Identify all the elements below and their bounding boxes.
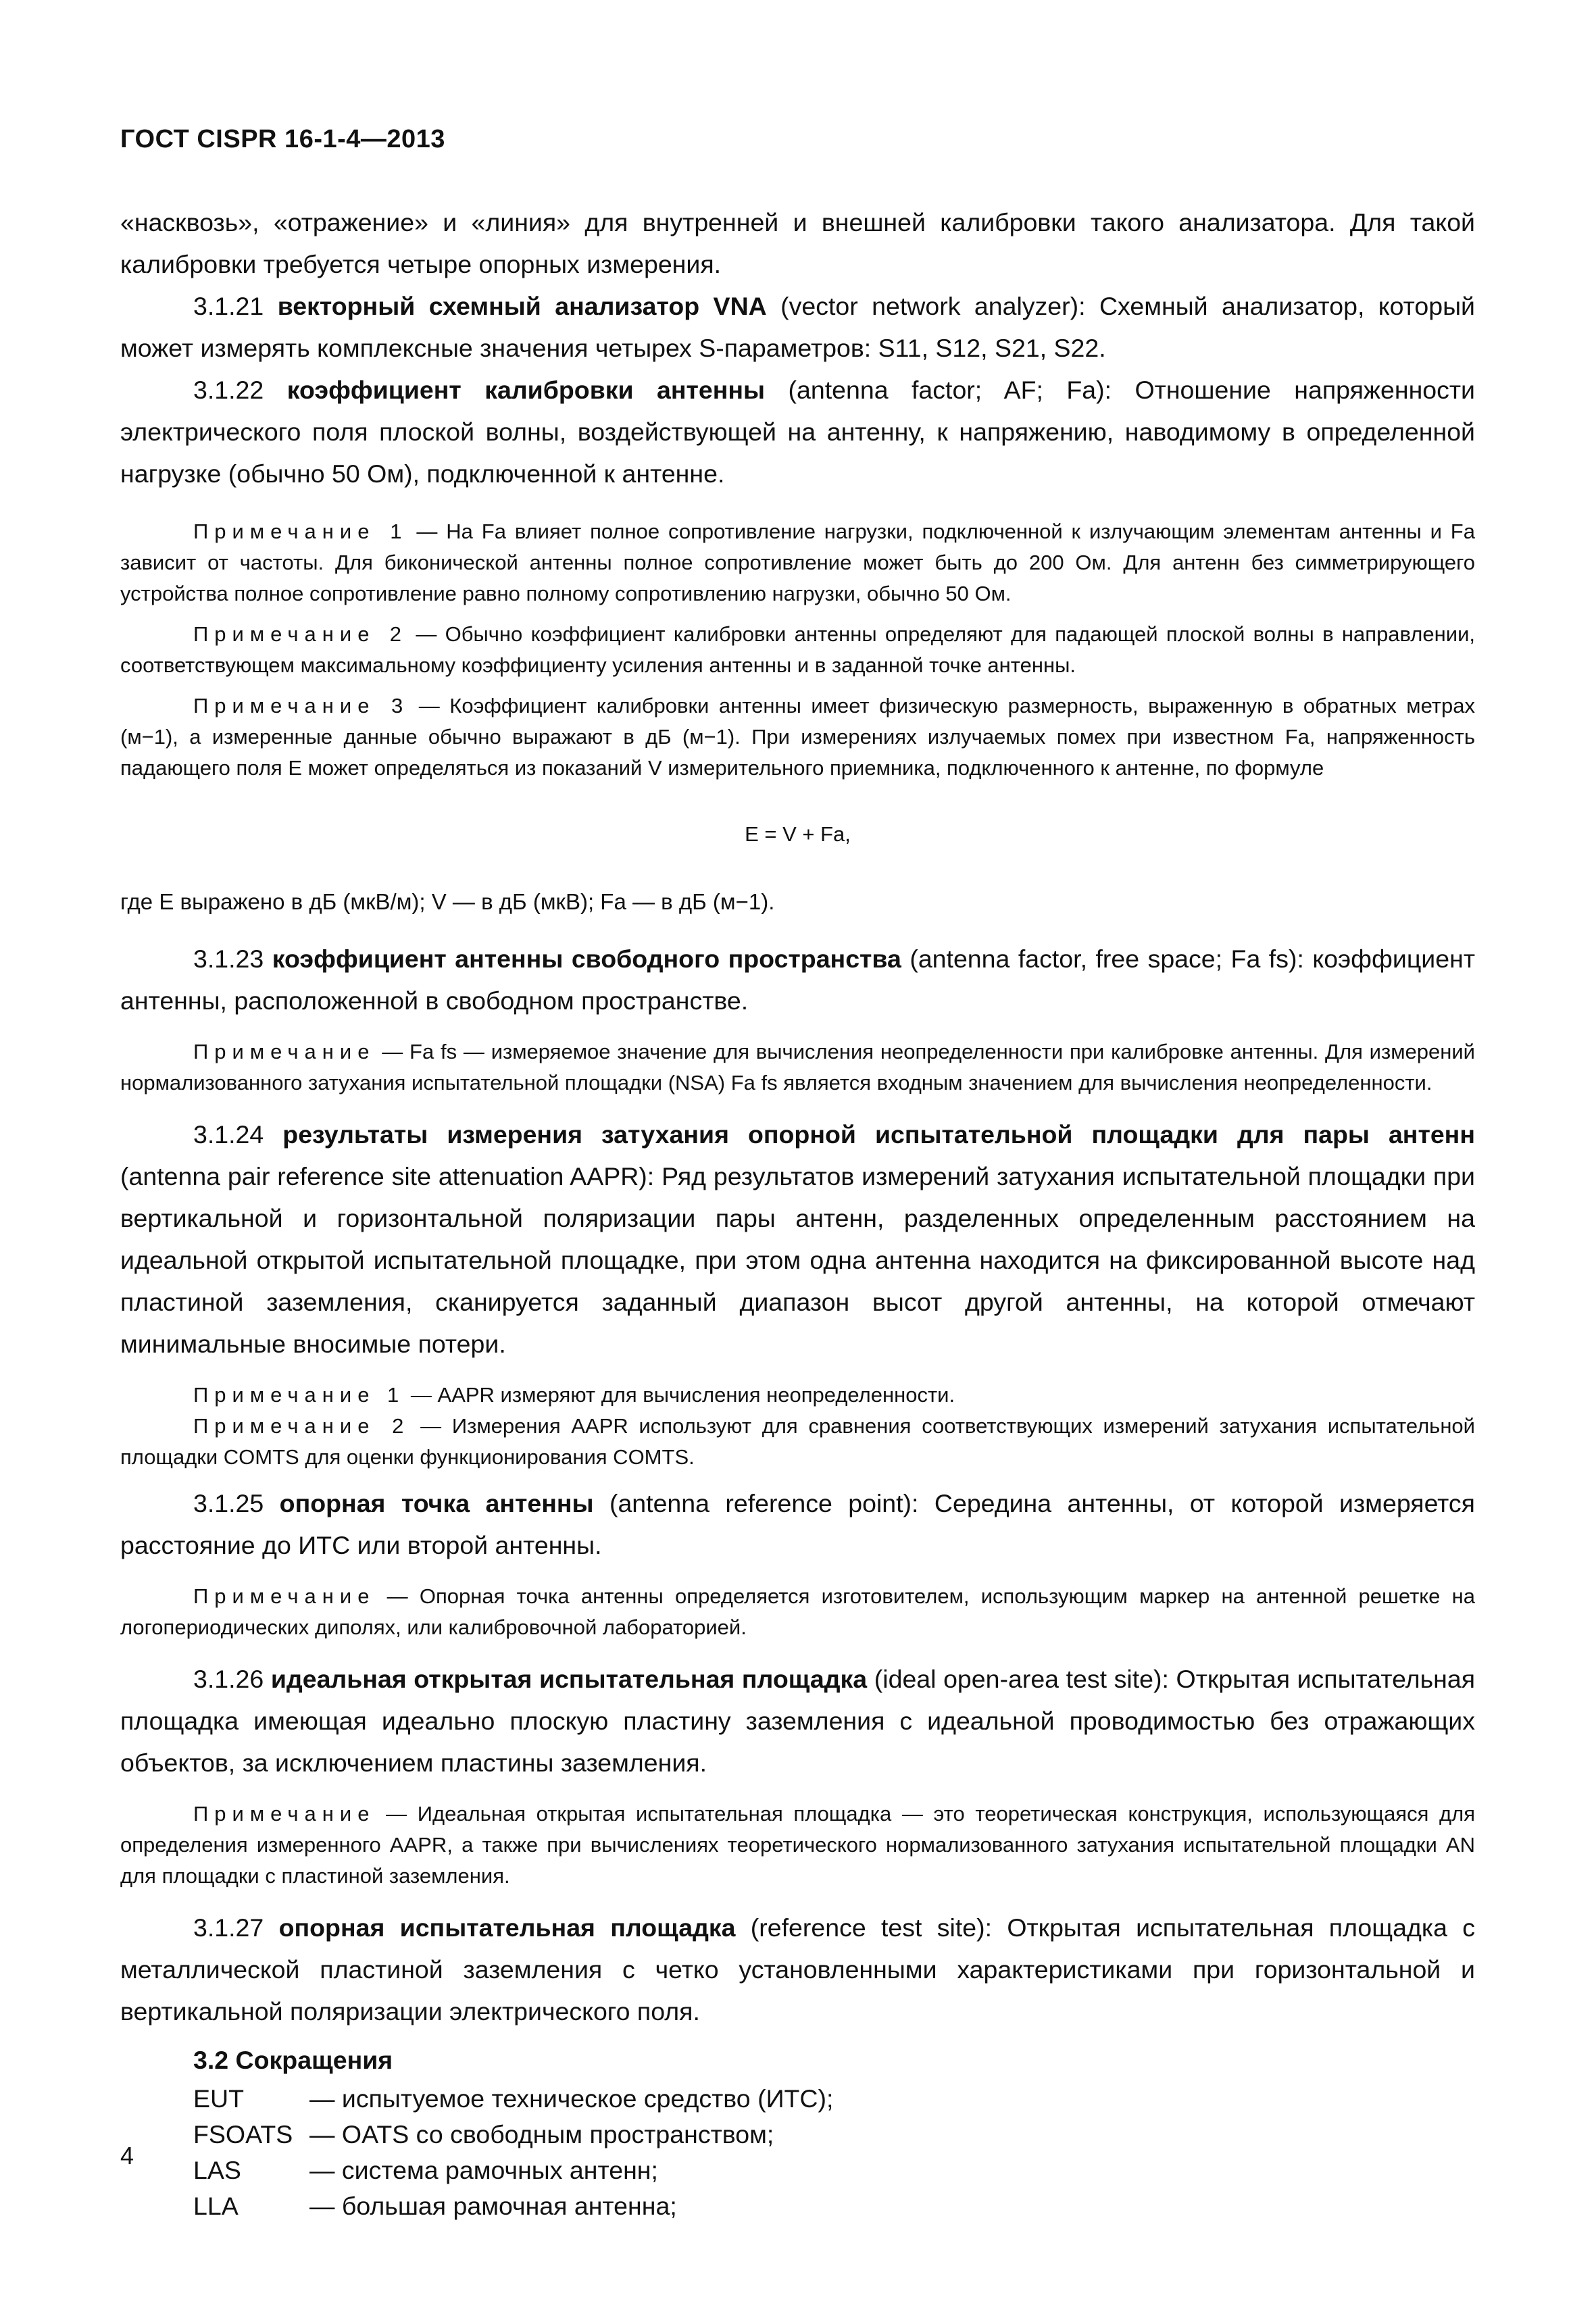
abbreviation-key: LLA — [193, 2192, 239, 2220]
term-name: идеальная открытая испытательная площадка — [270, 1665, 868, 1693]
note-3-1-24-1 — [120, 1380, 1475, 1411]
note-text: — На Fa влияет полное сопротивление нагрузки, подключенной к излучающим элементам антенны и Fa зависит от частоты. Для биконической антенны полное сопротивление может быть до 200 Ом. Для антенн без симметрирующего устройства полное сопротивление равно полному сопротивлению нагрузки, обычно 50 Ом. — [120, 520, 1475, 605]
abbreviation-item — [120, 2117, 1475, 2153]
term-definition: (antenna factor, free space; Fa fs): коэффициент антенны, расположенной в свободном пространстве. — [120, 945, 1475, 1015]
term-definition: (vector network analyzer): Схемный анализатор, который может измерять комплексные значения четырех S-параметров: S11, S12, S21, S22. — [120, 292, 1476, 362]
term-3-1-23 — [120, 938, 1475, 1022]
term-3-1-26 — [120, 1658, 1475, 1784]
note-text: — Fa fs — измеряемое значение для вычисления неопределенности при калибровке антенны. Для измерений нормализованного затухания испытательной площадки (NSA) Fa fs является входным значением для вычисления неопределенности. — [120, 1040, 1475, 1095]
note-text: — Обычно коэффициент калибровки антенны определяют для падающей плоской волны в направлении, соответствующем максимальному коэффициенту усиления антенны и в заданной точке антенны. — [120, 622, 1475, 677]
note-label: Примечание 1 — [193, 1383, 405, 1407]
note-label: Примечание — [193, 1040, 376, 1063]
abbreviation-key: LAS — [193, 2156, 241, 2184]
term-definition: (reference test site): Открытая испытательная площадка с металлической пластиной заземления с четко установленными характеристиками при горизонтальной и вертикальной поляризации электрического поля. — [120, 1913, 1476, 2026]
note-label: Примечание — [193, 1584, 376, 1608]
term-definition: (ideal open-area test site): Открытая испытательная площадка имеющая идеально плоскую пластину заземления с идеальной проводимостью без отражающих объектов, за исключением пластины заземления. — [120, 1665, 1475, 1777]
note-text: — AAPR измеряют для вычисления неопределенности. — [405, 1383, 955, 1407]
term-3-1-24 — [120, 1113, 1475, 1365]
term-name: коэффициент антенны свободного пространства — [272, 945, 901, 973]
abbreviation-item — [120, 2188, 1475, 2224]
note-3-1-24-2 — [120, 1411, 1475, 1473]
note-text: — Измерения AAPR используют для сравнения соответствующих измерений затухания испытательной площадки COMTS для оценки функционирования COMTS. — [120, 1414, 1475, 1469]
abbreviation-key: FSOATS — [193, 2120, 293, 2148]
term-3-1-21 — [120, 285, 1475, 369]
note-label: Примечание 2 — [193, 622, 407, 646]
term-definition: (antenna pair reference site attenuation AAPR): Ряд результатов измерений затухания испытательной площадки при вертикальной и горизонтальной поляризации пары антенн, разделенных определенным расстоянием на идеальной открытой испытательной площадке, при этом одна антенна находится на фиксированной высоте над пластиной заземления, сканируется заданный диапазон высот другой антенны, на которой отмечают минимальные вносимые потери. — [120, 1162, 1475, 1358]
note-3-1-22-2 — [120, 619, 1475, 681]
document-page — [120, 0, 1475, 2314]
term-3-1-25 — [120, 1482, 1475, 1566]
note-label: Примечание 2 — [193, 1414, 410, 1438]
term-definition: (antenna factor; AF; Fa): Отношение напряженности электрического поля плоской волны, воздействующей на антенну, к напряжению, наводимому в определенной нагрузке (обычно 50 Ом), подключенной к антенне. — [120, 376, 1476, 488]
page-number: 4 — [120, 2142, 134, 2169]
term-3-1-22 — [120, 369, 1475, 495]
note-label: Примечание 1 — [193, 520, 408, 543]
term-number: 3.1.23 — [193, 945, 272, 973]
formula-explanation: где E выражено в дБ (мкВ/м); V — в дБ (мкВ); Fa — в дБ (м−1). — [120, 889, 775, 914]
note-label: Примечание — [193, 1802, 376, 1826]
abbreviation-value: — OATS со свободным пространством; — [309, 2120, 774, 2148]
term-number: 3.1.24 — [193, 1120, 283, 1149]
note-text: — Идеальная открытая испытательная площадка — это теоретическая конструкция, использующаяся для определения измеренного AAPR, а также при вычислениях теоретического нормализованного затухания испытательной площадки AN для площадки с пластиной заземления. — [120, 1802, 1475, 1888]
abbreviation-value: — испытуемое техническое средство (ИТС); — [309, 2084, 834, 2113]
term-definition: (antenna reference point): Середина антенны, от которой измеряется расстояние до ИТС или второй антенны. — [120, 1489, 1475, 1559]
note-3-1-23 — [120, 1036, 1475, 1099]
term-number: 3.1.22 — [193, 376, 287, 404]
term-name: векторный схемный анализатор VNA — [277, 292, 767, 320]
term-3-1-27 — [120, 1907, 1475, 2032]
abbreviation-value: — система рамочных антенн; — [309, 2156, 658, 2184]
term-number: 3.1.25 — [193, 1489, 280, 1517]
abbreviation-key: EUT — [193, 2084, 244, 2113]
formula: E = V + Fa, — [745, 822, 851, 846]
term-name: опорная испытательная площадка — [278, 1913, 736, 1942]
term-name: результаты измерения затухания опорной испытательной площадки для пары антенн — [282, 1120, 1475, 1149]
paragraph-continuation: «насквозь», «отражение» и «линия» для внутренней и внешней калибровки такого анализатора. Для такой калибровки требуется четыре опорных измерения. — [120, 208, 1475, 278]
document-body — [120, 201, 1475, 2224]
term-name: опорная точка антенны — [279, 1489, 594, 1517]
abbreviation-item — [120, 2081, 1475, 2117]
note-3-1-26 — [120, 1799, 1475, 1892]
term-number: 3.1.26 — [193, 1665, 271, 1693]
term-number: 3.1.21 — [193, 292, 278, 320]
note-text: — Коэффициент калибровки антенны имеет физическую размерность, выраженную в обратных метрах (м−1), а измеренные данные обычно выражают в дБ (м−1). При измерениях излучаемых помех при известном Fa, напряженность падающего поля E может определяться из показаний V измерительного приемника, подключенного к антенне, по формуле — [120, 694, 1475, 780]
note-3-1-22-3 — [120, 690, 1475, 784]
note-text: — Опорная точка антенны определяется изготовителем, использующим маркер на антенной решетке на логопериодических диполях, или калибровочной лабораторией. — [120, 1584, 1475, 1639]
note-label: Примечание 3 — [193, 694, 409, 718]
note-3-1-22-1 — [120, 516, 1475, 609]
term-number: 3.1.27 — [193, 1913, 279, 1942]
document-header: ГОСТ CISPR 16-1-4—2013 — [120, 125, 445, 153]
abbreviation-value: — большая рамочная антенна; — [309, 2192, 677, 2220]
section-title: 3.2 Сокращения — [193, 2046, 393, 2074]
note-3-1-25 — [120, 1581, 1475, 1643]
abbreviation-list — [120, 2081, 1475, 2224]
term-name: коэффициент калибровки антенны — [286, 376, 766, 404]
abbreviation-item — [120, 2153, 1475, 2188]
